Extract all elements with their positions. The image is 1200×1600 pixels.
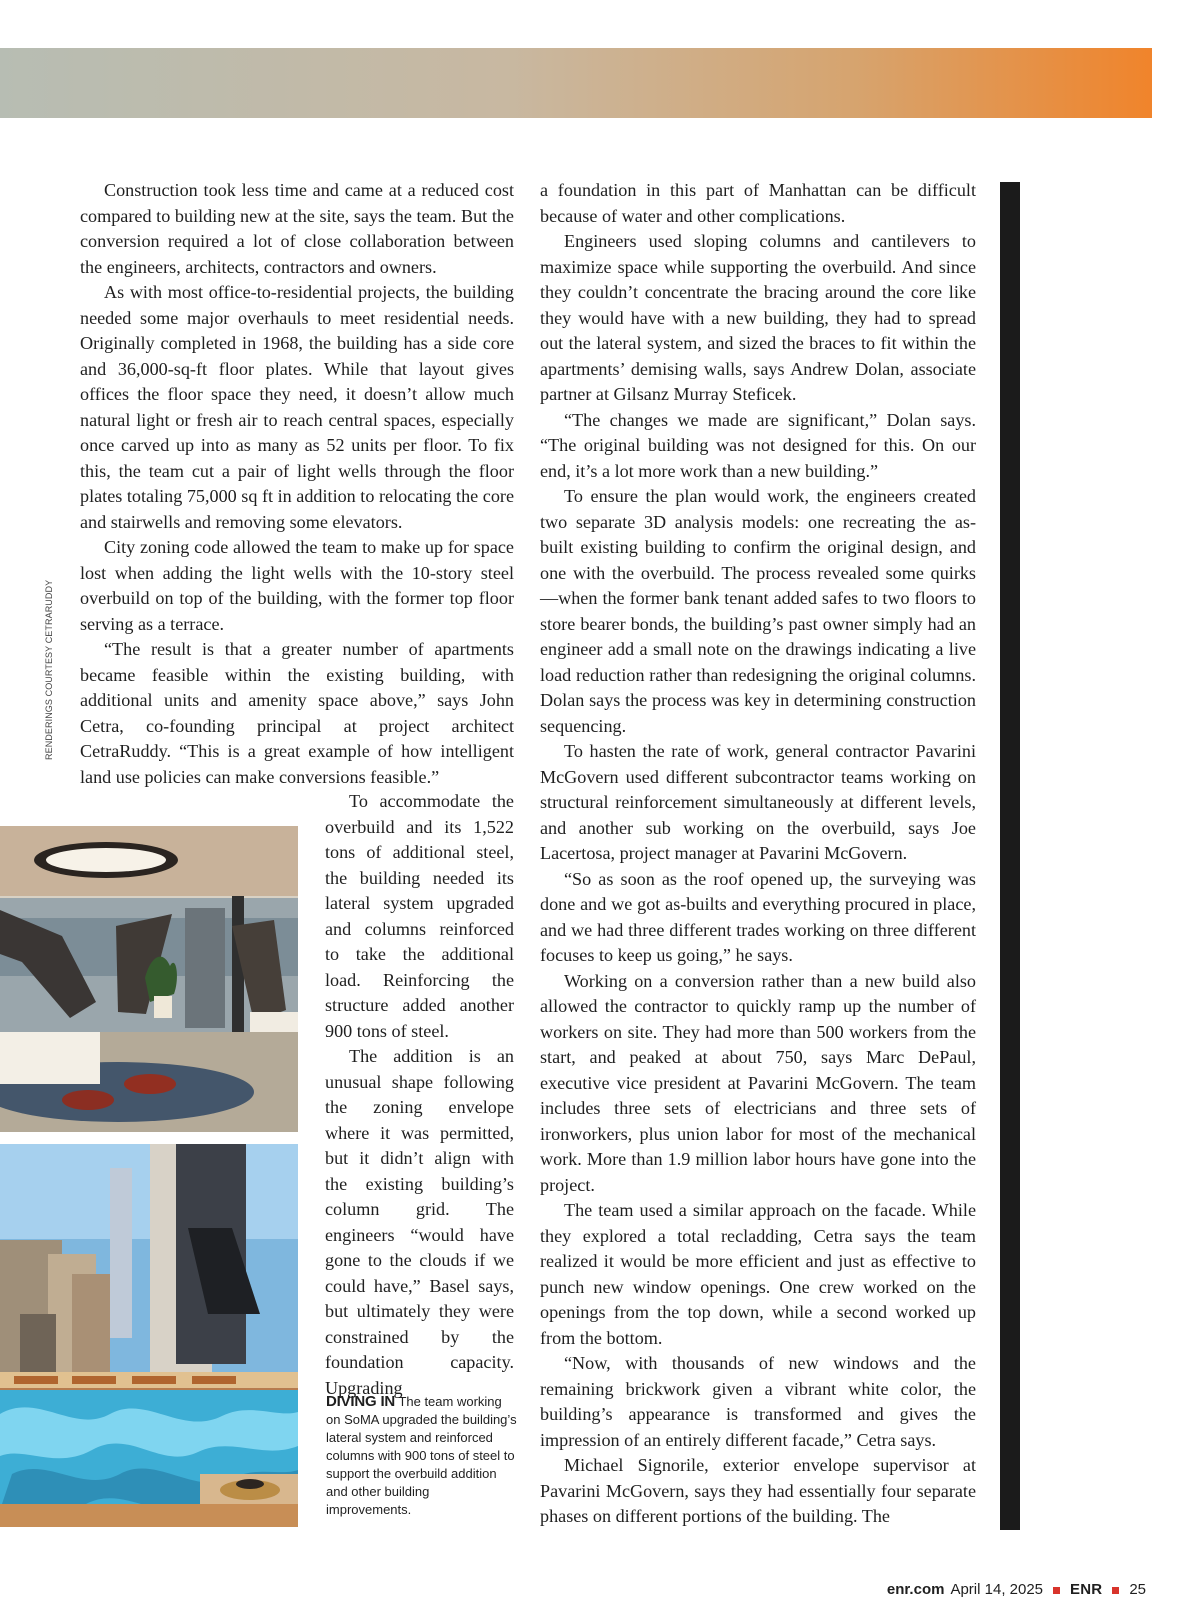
amenity-lounge-rendering <box>0 826 298 1132</box>
right-paragraph-4: To hasten the rate of work, general contractor Pavarini McGovern used different subcontractor teams working on structural reinforcement simultaneously at different levels, and another sub working on the overbuild, says Joe Lacertosa, project manager at Pavarini McGovern. <box>540 741 976 863</box>
footer-separator-square <box>1053 1587 1060 1594</box>
right-paragraph-3: To ensure the plan would work, the engineers created two separate 3D analysis models: one recreating the as-built existing building to confirm the original design, and one with the overbuild. The process revealed some quirks—when the former bank tenant added safes to two floors to store bearer bonds, the building’s past owner simply had an engineer add a small note on the drawings indicating a live load reduction rather than redesigning the original columns. Dolan says the process was key in determining construction sequencing. <box>540 486 976 736</box>
left-column <box>80 178 514 790</box>
right-paragraph-9: Michael Signorile, exterior envelope supervisor at Pavarini McGovern, says they had essentially four separate phases on different portions of the building. The <box>540 1455 976 1526</box>
mid-paragraph-1: To accommodate the overbuild and its 1,522 tons of additional steel, the building needed its lateral system upgraded and columns reinforced to take the additional load. Reinforcing the structure added another 900 tons of steel. <box>325 791 514 1041</box>
left-paragraph-2: As with most office-to-residential projects, the building needed some major overhauls to meet residential needs. Originally completed in 1968, the building has a side core and 36,000-sq-ft floor plates. While that layout gives offices the floor space they need, it doesn’t allow much natural light or fresh air to reach central spaces, especially once carved up into as many as 52 units per floor. To fix this, the team cut a pair of light wells through the floor plates totaling 75,000 sq ft in addition to relocating the core and stairwells and removing some elevators. <box>80 282 514 532</box>
header-gradient-band <box>0 48 1152 118</box>
page-footer <box>887 1580 1146 1600</box>
right-paragraph-5: “So as soon as the roof opened up, the surveying was done and we got as-builts and everything procured in place, and we had three different trades working on three different focuses to keep us going,” he says. <box>540 868 976 965</box>
right-paragraph-1: Engineers used sloping columns and cantilevers to maximize space while supporting the overbuild. And since they couldn’t concentrate the bracing around the core like they would have with a new building, they had to spread out the lateral system, and sized the braces to fit within the apartments’ demising walls, says Andrew Dolan, associate partner at Gilsanz Murray Steficek. <box>540 231 976 404</box>
mid-paragraph-2: The addition is an unusual shape following the zoning envelope where it was permitted, but it didn’t align with the existing building’s column grid. The engineers “would have gone to the clouds if we could have,” Basel says, but ultimately they were constrained by the foundation capacity. Upgrading <box>325 1046 514 1398</box>
left-paragraph-1: Construction took less time and came at a reduced cost compared to building new at the site, says the team. But the conversion required a lot of close collaboration between the engineers, architects, contractors and owners. <box>80 180 514 277</box>
photo-credit: RENDERINGS COURTESY CETRARUDDY <box>44 579 54 760</box>
right-paragraph-8: “Now, with thousands of new windows and the remaining brickwork given a vibrant white color, the building’s appearance is transformed and gives the impression of an entirely different facade,” Cetra says. <box>540 1353 976 1450</box>
right-continuation: a foundation in this part of Manhattan can be difficult because of water and other complications. <box>540 180 976 226</box>
mid-column <box>325 789 514 1401</box>
footer-site-link[interactable]: enr.com <box>886 1581 945 1598</box>
footer-page-number: 25 <box>1129 1581 1146 1598</box>
vertical-rule-bar <box>1000 182 1020 1530</box>
rooftop-pool-rendering <box>0 1144 298 1527</box>
footer-date: April 14, 2025 <box>950 1581 1044 1598</box>
right-paragraph-7: The team used a similar approach on the facade. While they explored a total recladding, Cetra says the team realized it would be more efficient and just as effective to punch new window openings. One crew worked on the openings from the top down, while a second worked up from the bottom. <box>540 1200 976 1348</box>
left-paragraph-4: “The result is that a greater number of apartments became feasible within the existing building, with additional units and amenity space above,” says John Cetra, co-founding principal at project architect CetraRuddy. “This is a great example of how intelligent land use policies can make conversions feasible.” <box>80 639 514 787</box>
caption-text: The team working on SoMA upgraded the building’s lateral system and reinforced columns with 900 tons of steel to support the overbuild addition and other building improvements. <box>326 1394 517 1517</box>
footer-separator-square <box>1112 1587 1119 1594</box>
footer-magazine-name: ENR <box>1070 1581 1103 1598</box>
right-paragraph-6: Working on a conversion rather than a new build also allowed the contractor to quickly ramp up the number of workers on site. They had more than 500 workers from the start, and peaked at about 750, says Marc DePaul, executive vice president at Pavarini McGovern. The team includes three sets of electricians and three sets of ironworkers, plus union labor for most of the mechanical work. More than 1.9 million labor hours have gone into the project. <box>540 970 976 1195</box>
right-column <box>540 178 976 1530</box>
caption-lead: DIVING IN <box>326 1393 396 1410</box>
right-paragraph-2: “The changes we made are significant,” Dolan says. “The original building was not designed for this. On our end, it’s a lot more work than a new building.” <box>540 409 976 481</box>
left-paragraph-3: City zoning code allowed the team to make up for space lost when adding the light wells with the 10-story steel overbuild on top of the building, with the former top floor serving as a terrace. <box>80 537 514 634</box>
photo-caption <box>326 1393 518 1519</box>
